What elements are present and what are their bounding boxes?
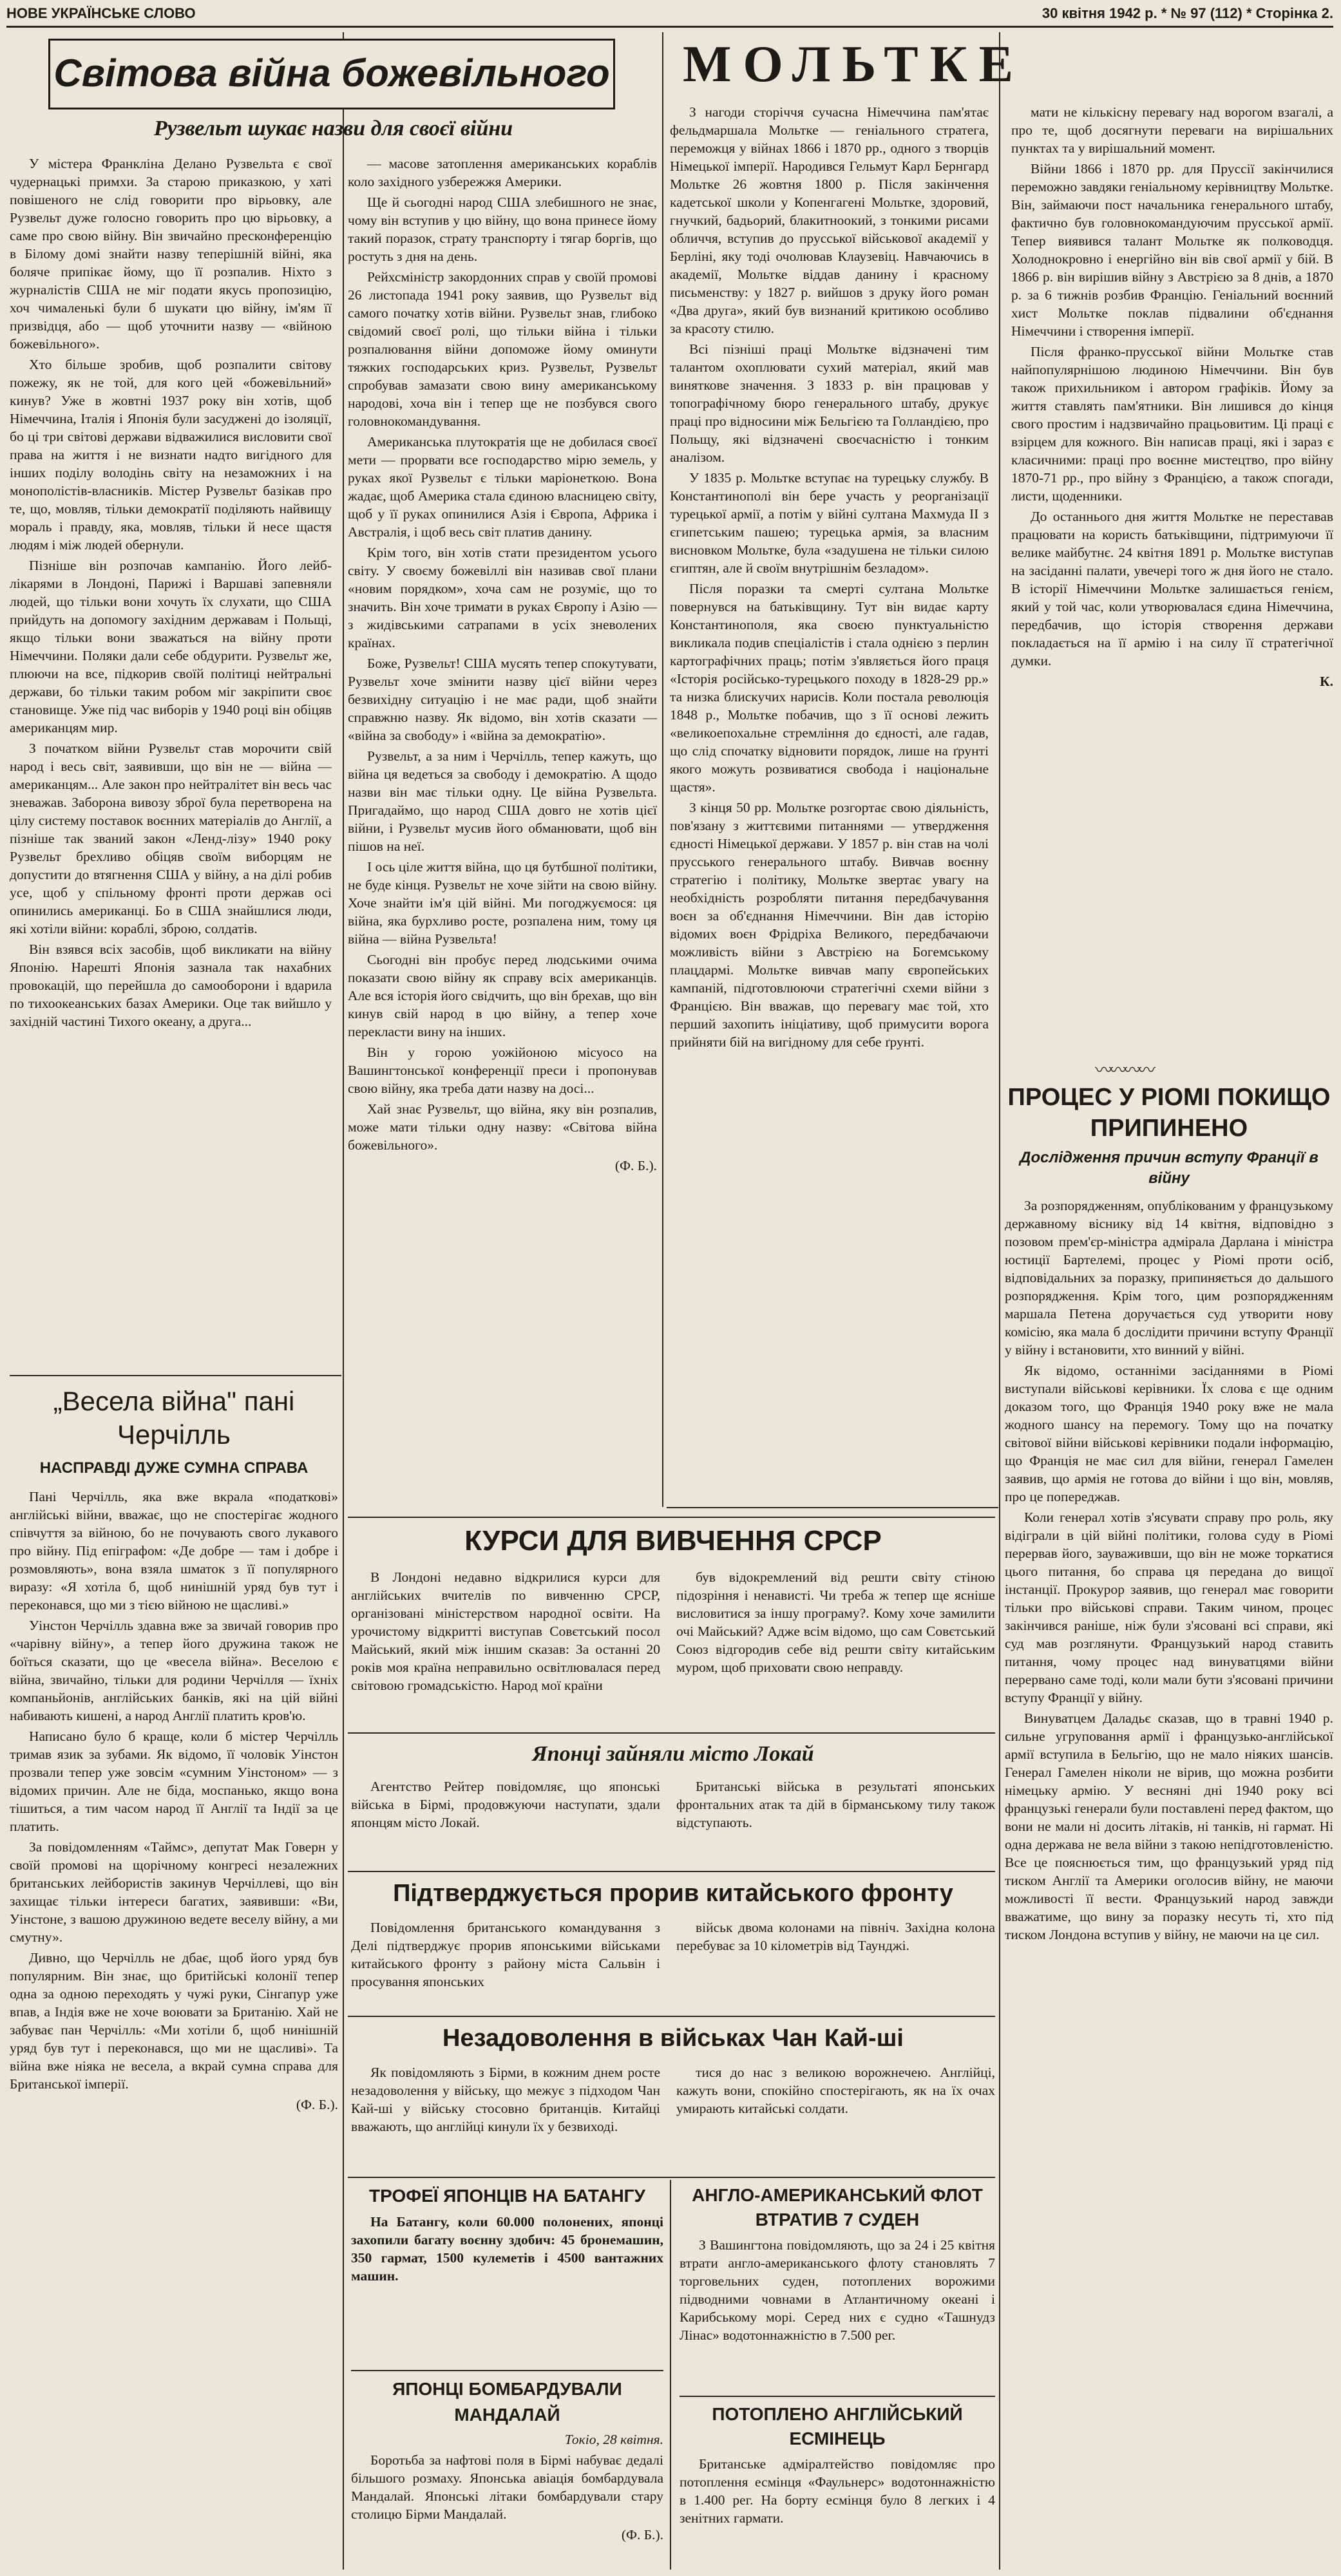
fleet-bottom-rule (680, 2396, 995, 2397)
article1-col2-paragraph: Крім того, він хотів стати президентом усього світу. У своєму божевіллі він називав свої плани «новим порядком», хоча сам не розуміє, що то значить. Він хоче тримати в руках Європу і Азію — з жидівськими сатрапами в усіх зневолених країнах. (348, 545, 657, 650)
article1-col1-paragraph: З початком війни Рузвельт став морочити свій народ і весь світ, заявивши, що він не — війна — американцям... Але закон про нейтралітет він весь час зневажав. Заборона вивозу зброї була перетворена на цілу систему поставок воєнних матеріалів до Англії, а пізніше так званий закон «Ленд-лізу» 1940 року Рузвельт брехливо обіцяв своїм виборцям не допустити до втягнення США у війну, а на ділі робив усе, щоб у спільному фронті проти держав осі опинились американці. Бо в США знайшлися люди, які хотіли війни: кораблі, зброю, солдатів. (10, 741, 332, 936)
article1-col1-paragraph: Пізніше він розпочав кампанію. Його лейб-лікарями в Лондоні, Парижі і Варшаві запевняли людей, що тільки вони хочуть їх слухати, що США прийдуть на допомогу західним державам і Польщі, якщо тільки вони зважаться на війну проти Німеччини. Поляки дали себе обдурити. Рузвельт же, плюючи на все, підкорив своїй політиці нейтральні держави, бо тільки таким робом міг закріпити своє становище. Уже під час виборів у 1940 році він обіцяв американцям мир. (10, 558, 332, 735)
article1-title: Світова війна божевільного (53, 52, 610, 95)
article4-paragraph: Коли генерал хотів з'ясувати справу про роль, яку відіграли в цій війні політики, голова суду в Ріомі перервав його, зауваживши, що він не може торкатися цього питання, бо справа ця передана до вищої інстанції. Прокурор заявив, що генерал має говорити тільки про військові справи. Таким чином, процес закінчився раніше, ніж були з'ясовані всі справи, які суд мав розглянути. Французький народ ставить питання, чому процес над винуватцями війни перервано саме тоді, коли мали бути з'ясовані причини вступу Франції у війну. (1005, 1510, 1333, 1705)
article8-column-1 (351, 2063, 660, 2170)
article8-column-2 (676, 2063, 995, 2170)
article3-col1-paragraph: З кінця 50 рр. Мольтке розгортає свою діяльність, пов'язану з життєвими питаннями — утвердження єдності Німецької держави. У 1857 р. він став на чолі прусського генерального штабу. Вивчав воєнну стратегію і політику, Мольтке звертає увагу на необхідність розробляти питання передбачування воєн за об'єднання Німеччини. Він дав історію відомих воєн Фрідріха Великого, передбачаючи можливість війни з Австрією на Богемському плацдармі. Мольтке вивчав мапу європейських кампаній, підготовлюючи стратегічні схеми війни з Францією. Він вважав, що перевагу має той, хто перший захопить ініціативу, щоб примусити ворога прийняти бій на вигідному для себе ґрунті. (670, 800, 989, 1050)
article2-paragraph: За повідомленням «Таймс», депутат Мак Говерн у своїй промові на щорічному конгресі незалежних британських лейбористів закинув Черчіллеві, що він захищає тільки інтереси багатих, заявивши: «Ви, Уінстоне, з вашою дружиною ведете веселу війну, а ми смутну». (10, 1839, 338, 1945)
header-rule (6, 26, 1333, 28)
article4-subtitle: Дослідження причин вступу Франції в війну (1020, 1149, 1318, 1187)
article1-subtitle: Рузвельт шукає назви для своєї війни (153, 117, 513, 140)
column-rule-2 (662, 32, 663, 1507)
article-destroyer (680, 2402, 995, 2570)
article-merry-war (10, 1385, 338, 2570)
article7-col1-text: Повідомлення британського командування з Делі підтверджує прорив японськими військами китайського фронту з району міста Сальвін і просування японських (351, 1920, 660, 1989)
article5-column-1 (351, 1568, 660, 1723)
article12-title: ПОТОПЛЕНО АНГЛІЙСЬКИЙ ЕСМІНЕЦЬ (712, 2404, 963, 2448)
bataan-bottom-rule (351, 2370, 663, 2371)
article1-col1-paragraph: Хто більше зробив, щоб розпалити світову пожежу, як не той, для кого цей «божевільний» кинув? Уже в жовтні 1937 року він хотів, щоб Німеччина, Італія і Японія були засуджені до ізоляції, бо ці три світові держави відважилися висловити свої права на життя і не визнати надто вигідного для інших поділу володінь світу на незаможних і на монополістів-власників. Містер Рузвельт базікав про те, що, мовляв, тільки демократії поділяють найвищу мораль і правду, яка, мовляв, тільки й несе щастя людям і між людей обернули. (10, 357, 332, 553)
article1-col2-paragraph: Хай знає Рузвельт, що війна, яку він розпалив, може мати тільки одну назву: «Світова війна божевільного». (348, 1101, 657, 1153)
article11-text: З Вашингтона повідомляють, що за 24 і 25 квітня втрати англо-американського флоту становлять 7 торговельних суден, потоплених ворожими підводними човнами в Атлантичному океані і Карибському морі. Серед них є судно «Ташнудз Лінас» водотоннажністю в 7.500 рег. (680, 2237, 995, 2343)
article3-col1-paragraph: Після поразки та смерті султана Мольтке повернувся на батьківщину. Тут він видає карту Константинополя, яка своєю пунктуальністю викликала подив спеціалістів і стала однією з перлин картографічних праць; потім з'являється його праця «Історія російсько-турецького походу в 1828-29 pp.» та низка блискучих нарисів. Коли постала революція 1848 р., Мольтке побачив, що з її основі лежить «великоепохальне стремління до єдності, але гадав, що слід спочатку відновити порядок, лише на ґрунті якого можуть розвиватися свобода і національне щастя». (670, 581, 989, 795)
article2-title: „Весела війна" пані Черчілль (53, 1386, 295, 1450)
bottom-row-rule (348, 2177, 995, 2178)
article9-text: На Батангу, коли 60.000 полонених, японці захопили багату воєнну здобич: 45 бронемашин, 350 гармат, 1500 кулеметів і 4500 вантажних машин. (351, 2214, 663, 2284)
article3-col1-paragraph: У 1835 р. Мольтке вступає на турецьку службу. В Константинополі він бере участь у реорганізації турецької армії, а потім у війні султана Махмуда II з єгипетським пашею; турецька армія, за власним висновком Мольтке, була «задушена не тільки силою єгиптян, але й своїм внутрішнім безладом». (670, 470, 989, 576)
article12-body (680, 2455, 995, 2527)
article3-signature: К. (1320, 674, 1333, 689)
masthead-paper: НОВЕ УКРАЇНСЬКЕ СЛОВО (6, 5, 196, 21)
article6-col1-text: Агентство Рейтер повідомляє, що японські війська в Бірмі, продовжуючи наступати, здали японцям місто Локай. (351, 1779, 660, 1830)
article3-column-1 (670, 103, 989, 1050)
article7-col2-text: військ двома колонами на північ. Західна колона перебуває за 10 кілометрів від Таунджі. (676, 1920, 995, 1953)
article10-text: Боротьба за нафтові поля в Бірмі набуває дедалі більшого розмаху. Японська авіація бомбардувала Мандалай. Японські літаки бомбардували стару столицю Бірми Мандалай. (351, 2452, 663, 2522)
article10-dateline: Токіо, 28 квітня. (564, 2432, 663, 2447)
article3-col2-paragraph: Після франко-прусської війни Мольтке став найпопулярнішою людиною Німеччини. Він був також прихильником і автором графіків. Йому за життя ставлять пам'ятники. Він лишився до кінця свого простим і надзвичайно працьовитим. Ці праці є взірцем для кожного. Він написав праці, які і зараз є класичними: праці про воєнне мистецтво, про війну 1870-71 рр., про війну з Францією, а також спогади, листи, щоденники. (1011, 344, 1333, 504)
article12-text: Британське адміралтейство повідомляє про потоплення есмінця «Фаульнерс» водотоннажністю в 1.400 рег. На борту есмінця було 8 легких і 4 зенітних гармати. (680, 2456, 995, 2526)
article4-paragraph: За розпорядженням, опублікованим у французькому державному віснику від 14 квітня, відповідно з позовом прем'єр-міністра адмірала Дарлана і міністра юстиції Бартелемі, процес у Ріомі проти осіб, відповідальних за поразку, припиняється до дальшого розпорядження. Крім того, цим розпорядженням маршала Петена доручається суд утворити нову комісію, яка мала б дослідити причини вступу Франції у війну і встановити, хто винний у війні. (1005, 1198, 1333, 1358)
article1-col2-paragraph: — масове затоплення американських кораблів коло західного узбережжя Америки. (348, 156, 657, 189)
article9-title: ТРОФЕЇ ЯПОНЦІВ НА БАТАНГУ (369, 2186, 645, 2206)
article2-paragraph: Дивно, що Черчілль не дбає, щоб його уряд був популярним. Він знає, що бритійські колонії тепер одна за одною переходять у чужі руки, Сінгапур уже впав, а Індія вже не хоче воювати за Британію. Хай не забуває пан Черчілль: «Ми хотіли б, щоб нинішній уряд був тут і переконався, що ми не щасливі». Та війна вже ніяка не весела, а вкрай сумна справа для Британської імперії. (10, 1950, 338, 2092)
masthead-date-line: 30 квітня 1942 р. * № 97 (112) * Сторінка 2. (1041, 5, 1333, 21)
article1-col2-paragraph: Рузвельт, а за ним і Черчілль, тепер кажуть, що війна ця ведеться за свободу і демократію. А щодо назви він має тільки одну. Це війна Рузвельта. Пригадаймо, що народ США довго не хотів цієї війни, і Рузвельт мусив його обманювати, щоб він пішов на неї. (348, 748, 657, 854)
article3-col1-paragraph: З нагоди сторіччя сучасна Німеччина пам'ятає фельдмаршала Мольтке — геніального стратега, переможця у війнах 1866 і 1870 рр., одного з творців Німецької імперії. Народився Гельмут Карл Бернгард Мольтке 26 жовтня 1800 р. Після закінчення кадетської школи у Копенгагені Мольтке, здоровий, гнучкий, бадьорий, блакитноокий, з тонкими рисами обличчя, вступив до прусської військової академії у Берліні, яку тоді очолював Клаузевіц. Навчаючись в академії, Мольтке віддав данину і красному письменству: у 1827 р. вийшов з друку його роман «Два друга», який був визнаний критикою особливо за красоту стилю. (670, 104, 989, 336)
article6-column-1 (351, 1777, 660, 1861)
article3-title: МОЛЬТКЕ (683, 36, 1025, 93)
article6-col2-text: Британські війська в результаті японських фронтальних атак та дій в бірманському тилу також відступають. (676, 1779, 995, 1830)
article-chiang-troops (351, 2022, 995, 2170)
article8-col1-text: Як повідомляють з Бірми, в кожним днем росте незадоволення у війську, що межує з підходом Чан Кай-ші у війську стосовно британців. Китайці вважають, що англійці кинули їх у безвиході. (351, 2065, 660, 2134)
article2-paragraph: Уінстон Черчілль здавна вже за звичай говорив про «чарівну війну», а тепер його дружина також не боїться сказати, що це «весела війна». Веселою є війна, звичайно, тільки для родини Черчілля — їхніх компаньйонів, англійських банків, які на цій війні набивають кишені, а народ Англії платить кров'ю. (10, 1618, 338, 1723)
article2-paragraph: Пані Черчілль, яка вже вкрала «податкові» англійські війни, вважає, що не спостерігає жодного співчуття за війною, бо не почувають свого лукавого про війну. Під епіграфом: «Де добре — там і добре і розмовляють», вона взяла шматок з її популярного виразу: «Я хотіла б, щоб нинішній уряд був тут і переконався, що ми з тією війною не щасливі.» (10, 1489, 338, 1613)
article1-col2-paragraph: І ось ціле життя війна, що ця бутбшної політики, не буде кінця. Рузвельт не хоче зійти на свою війну. Хоче знайти ім'я цій війні. Ми погоджуємося: ця війна, яка бурхливо росте, розпалена ним, тому ця війна — війна Рузвельта! (348, 859, 657, 947)
article4-title: ПРОЦЕС У РІОМІ ПОКИЩО ПРИПИНЕНО (1007, 1084, 1331, 1142)
ornament-divider: 〰〰〰〰 (1095, 1059, 1152, 1081)
breakthrough-top-rule (348, 1871, 995, 1872)
article5-title: КУРСИ ДЛЯ ВИВЧЕННЯ СРСР (464, 1525, 882, 1557)
article1-col2-paragraph: Ще й сьогодні народ США злебишного не знає, чому він вступив у цю війну, що вона принесе йому такий поразок, страту транспорту і тягар боргів, що ростуть з дня на день. (348, 194, 657, 264)
article10-body (351, 2430, 663, 2544)
chiang-top-rule (348, 2016, 995, 2017)
moltke-bottom-rule (667, 1507, 998, 1508)
article-mandalay (351, 2376, 663, 2570)
article-ussr-courses (351, 1523, 995, 1723)
article11-body (680, 2236, 995, 2344)
lokai-top-rule (348, 1732, 995, 1734)
article1-column-2 (348, 155, 657, 1359)
article8-title: Незадоволення в військах Чан Кай-ші (442, 2025, 904, 2052)
article1-column-1 (10, 155, 332, 1359)
article-lokai (351, 1739, 995, 1868)
article5-col2-text: був відокремлений від решти світу стіною підозріння і ненависті. Чи треба ж тепер ще ясніше висловитися за іншу програму?. Кому хоче замилити очі Майський? Адже всім відомо, що сам Совєтський Союз відгородив себе від решти світу китайським муром, щоб приховати свою неправду. (676, 1569, 995, 1675)
article8-col2-text: тися до нас з великою ворожнечею. Англійці, кажуть вони, спокійно спостерігають, як на їх очах умирають китайські солдати. (676, 2065, 995, 2116)
courses-top-rule (348, 1517, 995, 1518)
article1-col2-paragraph: Сьогодні він пробує перед людськими очима показати свою війну як справу всіх американців. Але вся історія його свідчить, що він брехав, що він кинув свій народ в цю війну, а тепер хоче перекласти вину на інших. (348, 952, 657, 1039)
article6-column-2 (676, 1777, 995, 1861)
article3-column-2 (1011, 103, 1333, 1050)
article6-title: Японці зайняли місто Локай (532, 1742, 814, 1766)
article10-signature: (Ф. Б.). (621, 2527, 663, 2543)
article4-paragraph: Як відомо, останніми засіданнями в Ріомі виступали військові керівники. Їх слова є ще одним доказом того, що Франція 1940 року вже не мала жодного шансу на перемогу. Тому що на початку світової війни військові керівники подали інформацію, що Франція не має сил для війни, генерал Гамелен заявив, що армія не готова до війни і що він, мовляв, про це попереджав. (1005, 1363, 1333, 1504)
article-riom-trial (1005, 1082, 1333, 2570)
article3-col2-paragraph: Війни 1866 і 1870 рр. для Пруссії закінчилися переможно завдяки геніальному керівництву Мольтке. Він, займаючи пост начальника генерального штабу, фактично був головнокомандуючим прусської армії. Тепер виявився талант Мольтке як полководця. Холоднокровно і енергійно він вів свої армії у бій. В 1866 р. він вирішив війну з Австрією за 8 днів, а 1870 р. за 6 тижнів розбив Францію. Геніальний воєнний хист Мольтке поклав підвалини об'єднання Німеччини і створення імперії. (1011, 161, 1333, 339)
article4-paragraph: Винуватцем Даладьє сказав, що в травні 1940 р. сильне угруповання армії і французько-англійської армії вступила в Бельгію, що не мало ніяких шансів. Генерал Гамелен ніколи не вірив, що можна розбити німецьку армію. У весняні дні 1940 року всі французькі генерали були поставлені перед фактом, що вони не мали ні досить літаків, ні танків, ні гармат. Ні одна держава не вела війни з такою непідготовленістю. Все це пояснюється тим, що французький уряд під тиском Англії та Америки оголосив війну, не маючи можливості її вести. Французький народ завжди вважатиме, що вину за поразку несуть ті, хто під тиском Лондона вступив у війну, не маючи на це сил. (1005, 1710, 1333, 1942)
article1-col1-paragraph: У містера Франкліна Делано Рузвельта є свої чудернацькі примхи. За старою приказкою, у хаті повішеного не слід говорити про вірьовку, але Рузвельт дуже голосно говорить про цю вірьовку, а саме про свою війну. Він звичайно пресконференцію в Білому домі знайти назву теперішній війні, яка боляче припікає йому, що її розпалив. Ніхто з журналістів США не міг подати якусь пропозицію, хоч чималенькі були б шукати цю війну, ім'ям її призвідця, або — щоб уточнити назву — «війною божевільного». (10, 156, 332, 352)
article1-col2-paragraph: Американська плутократія ще не добилася своєї мети — прорвати все господарство мірю земель, у руках якої Рузвельт є тільки маріонеткою. Вона жадає, щоб Америка стала єдиною власницею світу, щоб у її руках опинилися Азія і Європа, Африка і Австралія, і щоб весь світ платив данину. (348, 434, 657, 540)
article-chinese-front (351, 1877, 995, 2012)
article1-col2-paragraph: Боже, Рузвельт! США мусять тепер спокутувати, Рузвельт хоче змінити назву цієї війни через безвихідну ситуацію і не має ради, щоб знайти справжню назву. Як відомо, він хотів сказати — «війна за свободу» і «війна за демократію». (348, 656, 657, 743)
article7-title: Підтверджується прорив китайського фронту (393, 1880, 953, 1907)
article1-signature: (Ф. Б.). (614, 1158, 657, 1173)
article7-column-2 (676, 1918, 995, 2012)
article-moltke (670, 32, 1333, 1050)
article2-subtitle: НАСПРАВДІ ДУЖЕ СУМНА СПРАВА (39, 1459, 309, 1477)
article2-signature: (Ф. Б.). (296, 2097, 338, 2112)
article1-col1-paragraph: Він взявся всіх засобів, щоб викликати на війну Японію. Нарешті Японія зазнала так нахабних провокацій, що перейшла до самооборони і вдарила по тихоокеанських базах Америки. Оце так вийшло у західній частині Тихого океану, а друга... (10, 942, 332, 1029)
article9-body (351, 2213, 663, 2285)
article-bataan-trophies (351, 2183, 663, 2363)
article-fleet-losses (680, 2183, 995, 2389)
article1-col2-paragraph: Він у горою уожійоною місуосо на Вашингтонської конференції преси і пропонував свою війну, яка треба дати назву на досі... (348, 1045, 657, 1096)
article11-title: АНГЛО-АМЕРИКАНСЬКИЙ ФЛОТ ВТРАТИВ 7 СУДЕН (692, 2185, 983, 2230)
article4-body (1005, 1197, 1333, 1944)
article2-paragraph: Написано було б краще, коли б містер Черчілль тримав язик за зубами. Як відомо, її чоловік Уінстон прозвали тепер уже зовсім «сумним Уінстоном» — з відомих причин. Але не біда, моспанько, якщо вона тішиться, а тим часом народ її Англії та Індії за це платить. (10, 1728, 338, 1834)
article5-column-2 (676, 1568, 995, 1723)
article3-col1-paragraph: Всі пізніші праці Мольтке відзначені тим талантом охоплювати сухий матеріал, який мав виняткове значення. З 1833 р. він працював у топографічному бюро генерального штабу, друкує праці про відносини між Бельгією та Голландією, про Польщу, які відзначені своєчасністю і тонким аналізом. (670, 341, 989, 465)
article2-body (10, 1488, 338, 2114)
article-world-war-madman (10, 32, 657, 1359)
article7-column-1 (351, 1918, 660, 2012)
article3-col2-paragraph: До останнього дня життя Мольтке не переставав працювати на користь батьківщини, підтримуючи її велике майбутнє. 24 квітня 1891 р. Мольтке виступав на засіданні палати, увечері того ж дня його не стало. В історії Німеччини Мольтке залишається генієм, який у той час, коли утворювалася єдина Німеччина, передбачив, що історія створення держави покладається на її армію і на силу її стратегічної думки. (1011, 509, 1333, 668)
article2-top-rule (10, 1375, 341, 1376)
article10-title: ЯПОНЦІ БОМБАРДУВАЛИ МАНДАЛАЙ (392, 2379, 622, 2425)
article1-col2-paragraph: Рейхсміністр закордонних справ у своїй промові 26 листопада 1941 року заявив, що Рузвельт від самого початку хотів війни. Рузвельт знав, глибоко свідомий своєї ролі, що тільки війна і тільки розпалювання війни допоможе йому оминути тяжких господарських криз. Рузвельт, Рузвельт спробував замазати свою вину американському народові, хоча він і тепер ще не позбувся свого головнокомандування. (348, 269, 657, 429)
article3-col2-paragraph: мати не кількісну перевагу над ворогом взагалі, а про те, щоб досягнути переваги на вирішальних пунктах та у вирішальний момент. (1011, 104, 1333, 156)
article5-col1-text: В Лондоні недавно відкрилися курси для англійських вчителів по вивченню СРСР, організовані міністерством народної освіти. На урочистому відкритті виступав Совєтський посол Майський, який між іншим сказав: За останні 20 років моя країна неправильно освітлювалася перед світовою громадськістю. Народ мої країни (351, 1569, 660, 1693)
bottom-row-divider (670, 2180, 671, 2570)
